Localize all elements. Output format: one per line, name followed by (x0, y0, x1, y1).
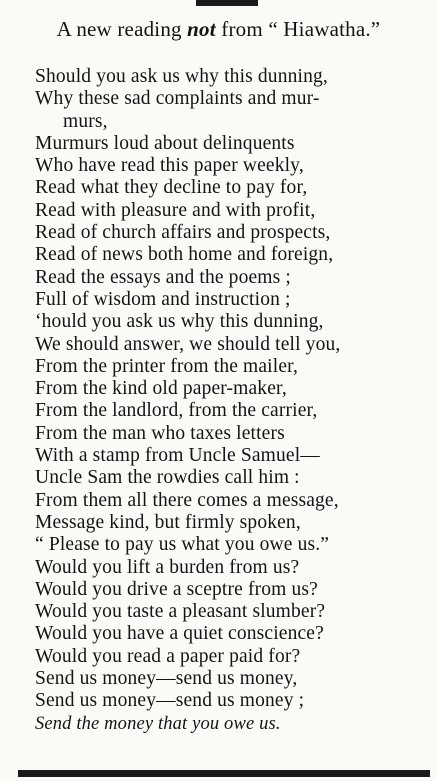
bottom-rule (18, 770, 430, 777)
poem-line: From the landlord, from the carrier, (35, 400, 318, 422)
poem-line: “ Please to pay us what you owe us.” (35, 534, 330, 556)
poem-line: Would you read a paper paid for? (35, 645, 301, 667)
poem-body (35, 66, 435, 735)
poem-line: Would you taste a pleasant slumber? (35, 601, 326, 623)
poem-line: Read the essays and the poems ; (35, 266, 291, 288)
poem-line: We should answer, we should tell you, (35, 333, 341, 355)
poem-line: From them all there comes a message, (35, 489, 339, 511)
poem-line: Read of church affairs and prospects, (35, 222, 331, 244)
poem-line: Who have read this paper weekly, (35, 155, 304, 177)
poem-line: Why these sad complaints and mur- (35, 88, 320, 110)
poem-line: Would you drive a sceptre from us? (35, 578, 318, 600)
poem-line: Send us money—send us money ; (35, 690, 305, 712)
poem-closing-line: Send the money that you owe us. (35, 713, 281, 734)
poem-line: Send us money—send us money, (35, 668, 298, 690)
poem-line: Should you ask us why this dunning, (35, 66, 328, 87)
poem-heading (0, 16, 437, 42)
heading-text-before: A new reading (56, 17, 188, 41)
poem-line: Full of wisdom and instruction ; (35, 288, 291, 310)
heading-emphasis: not (187, 17, 216, 41)
poem-line: From the printer from the mailer, (35, 355, 299, 377)
poem-line: Read with pleasure and with profit, (35, 199, 316, 221)
poem-line: From the kind old paper-maker, (35, 378, 287, 400)
poem-line: With a stamp from Uncle Samuel— (35, 445, 320, 467)
poem-line: Read of news both home and foreign, (35, 244, 334, 266)
poem-line: Read what they decline to pay for, (35, 177, 308, 199)
poem-line: Uncle Sam the rowdies call him : (35, 467, 300, 489)
poem-line: From the man who taxes letters (35, 422, 285, 444)
poem-line: Would you lift a burden from us? (35, 556, 300, 578)
poem-line: murs, (63, 110, 108, 132)
poem-line: Message kind, but firmly spoken, (35, 511, 301, 533)
poem-line: ‘hould you ask us why this dunning, (35, 311, 324, 333)
poem-line: Would you have a quiet conscience? (35, 623, 324, 645)
poem-line: Murmurs loud about delinquents (35, 132, 295, 154)
top-rule (196, 0, 258, 6)
heading-text-after: from “ Hiawatha.” (215, 17, 381, 41)
